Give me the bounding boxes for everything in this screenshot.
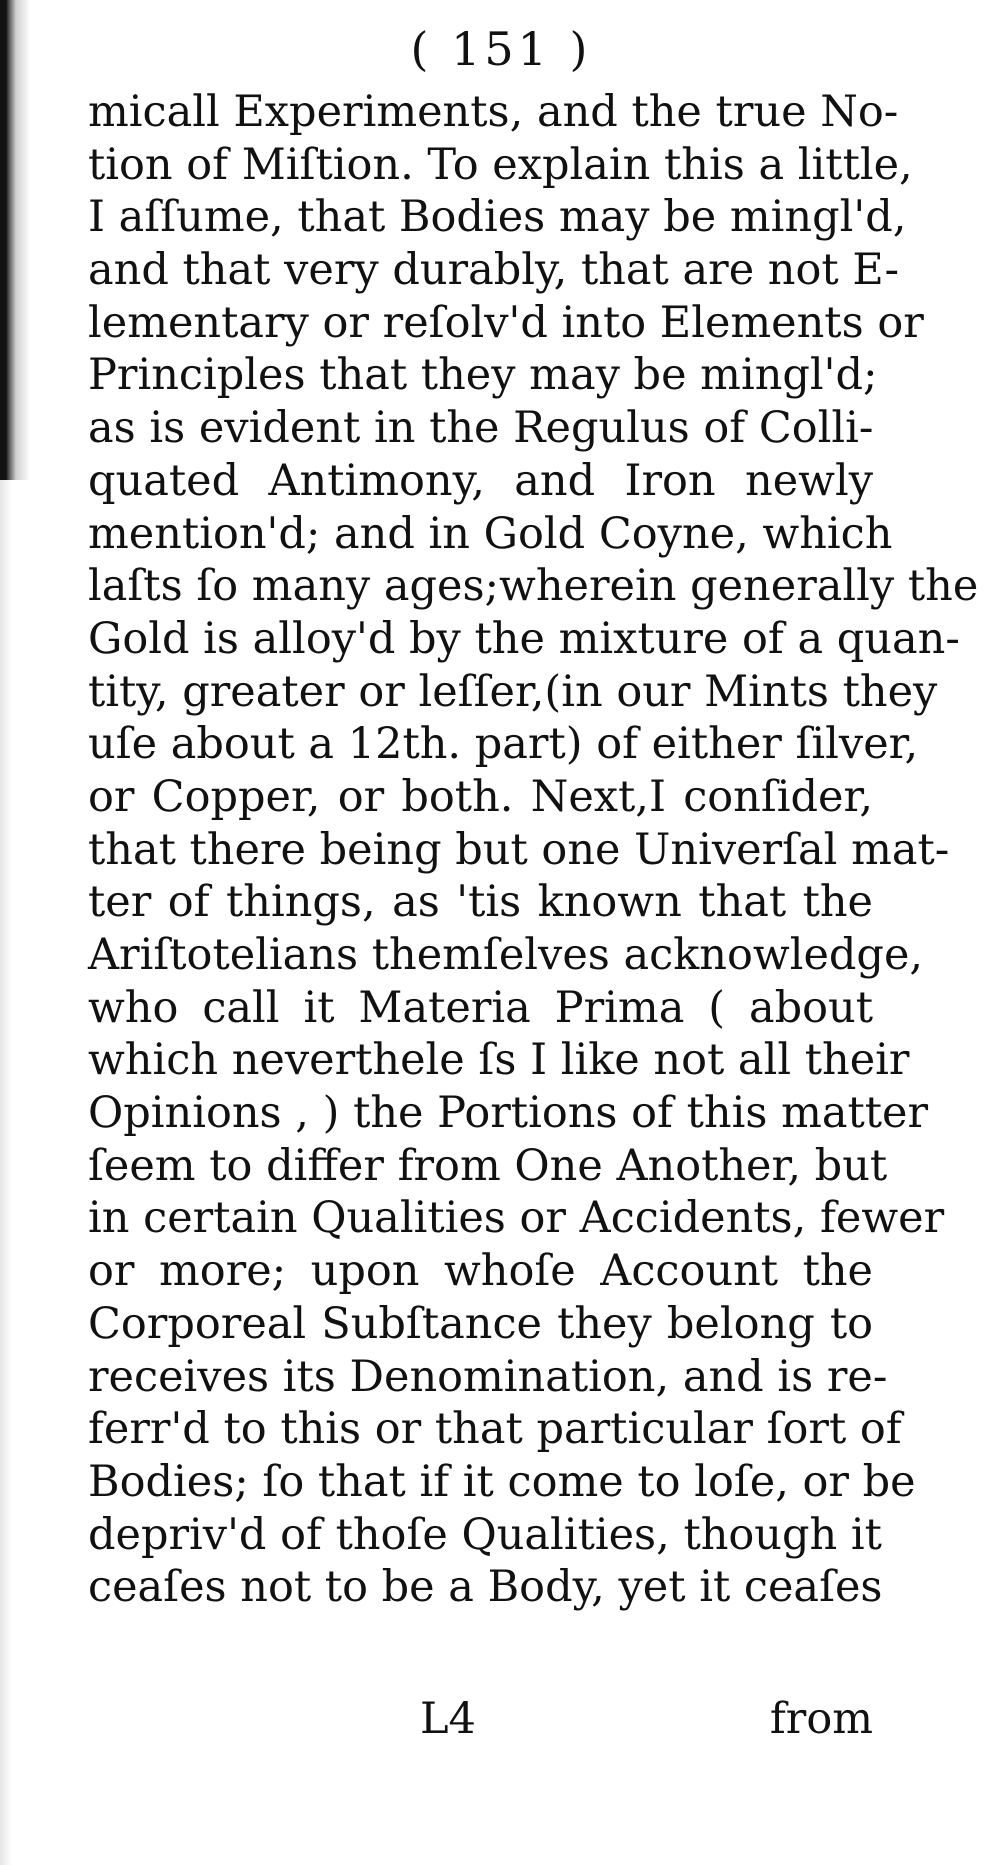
text-line: ferr'd to this or that particular ſort of (88, 1404, 902, 1455)
text-line: and that very durably, that are not E- (88, 245, 900, 296)
text-line: I aſſume, that Bodies may be mingl'd, (88, 192, 907, 243)
text-line: ſeem to differ from One Another, but (88, 1140, 888, 1191)
text-line: lementary or reſolv'd into Elements or (88, 297, 924, 348)
page-number: ( 151 ) (410, 22, 592, 76)
text-line: depriv'd of thoſe Qualities, though it (88, 1509, 882, 1560)
text-line: ter of things, as 'tis known that the (88, 877, 873, 928)
text-line: Opinions , ) the Portions of this matter (88, 1088, 929, 1139)
text-line: which neverthele ſs I like not all their (88, 1035, 910, 1086)
binding-gutter-edge (0, 480, 12, 1865)
text-line: Bodies; ſo that if it come to loſe, or be (88, 1456, 916, 1507)
text-line: in certain Qualities or Accidents, fewer (88, 1193, 945, 1244)
text-line: tion of Miſtion. To explain this a little, (88, 139, 913, 190)
text-line: that there being but one Univerſal mat- (88, 824, 950, 875)
text-line: Corporeal Subſtance they belong to (88, 1298, 873, 1349)
text-line: as is evident in the Regulus of Colli- (88, 403, 874, 454)
text-line: who call it Materia Prima ( about (88, 982, 873, 1033)
signature-mark: L4 (420, 1694, 476, 1744)
text-line: tity, greater or leſſer,(in our Mints they (88, 666, 938, 717)
text-line: Principles that they may be mingl'd; (88, 350, 878, 401)
text-line: ceaſes not to be a Body, yet it ceaſes (88, 1562, 883, 1613)
text-line: Ariſtotelians themſelves acknowledge, (88, 930, 924, 980)
text-line: micall Experiments, and the true No- (88, 87, 899, 137)
page-footer (88, 1694, 873, 1750)
body-text (88, 86, 979, 1614)
text-line: uſe about a 12th. part) of either ſilver, (88, 719, 919, 770)
text-line: or Copper, or both. Next,I conſider, (88, 771, 873, 822)
text-line: Gold is alloy'd by the mixture of a quan- (88, 613, 960, 664)
text-line: laſts ſo many ages;wherein generally the (88, 561, 979, 612)
text-line: mention'd; and in Gold Coyne, which (88, 508, 893, 559)
text-line: receives its Denomination, and is re- (88, 1351, 888, 1402)
text-line: quated Antimony, and Iron newly (88, 455, 873, 506)
text-line: or more; upon whoſe Account the (88, 1246, 873, 1297)
catchword: from (769, 1694, 873, 1744)
